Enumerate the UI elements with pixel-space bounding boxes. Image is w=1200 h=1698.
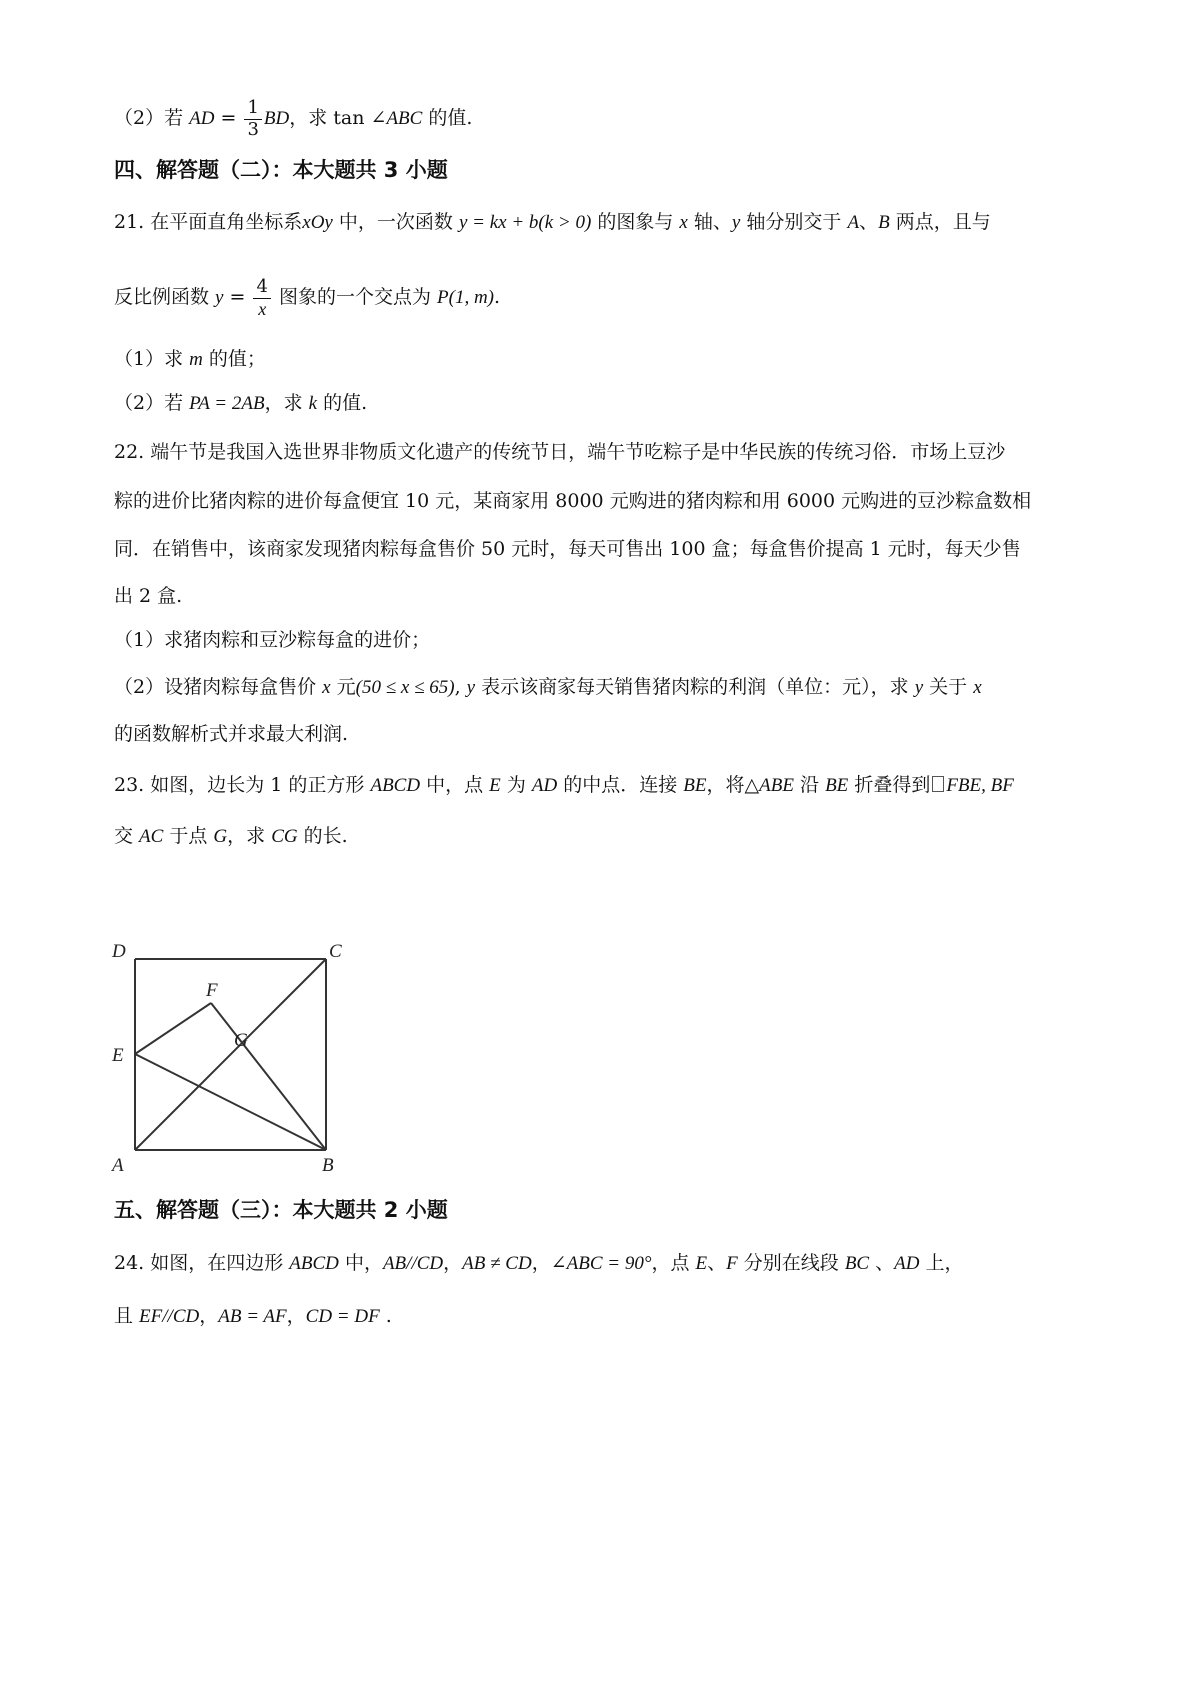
math-ab-parallel-cd: AB//CD [382, 1253, 444, 1274]
q23-text: 中，点 [420, 774, 490, 796]
q21-text: 轴分别交于 [740, 211, 848, 233]
q21-text: 的值. [317, 392, 368, 414]
math-xoy: xOy [302, 212, 333, 233]
math-bc: BC [844, 1253, 870, 1274]
fraction-denominator: x [258, 298, 267, 319]
q22-line2: 粽的进价比猪肉粽的进价每盒便宜 10 元，某商家用 8000 元购进的猪肉粽和用 6000 元购进的豆沙粽盒数相 [114, 490, 1032, 512]
math-g: G [213, 826, 228, 847]
math-abcd: ABCD [370, 775, 421, 796]
q22-text: 表示该商家每天销售猪肉粽的利润（单位：元），求 [475, 676, 915, 698]
missing-glyph-box-icon [932, 776, 944, 792]
q24-text: 上， [919, 1252, 964, 1274]
q23-text: 为 [500, 774, 532, 796]
math-ab-neq-cd: AB ≠ CD [462, 1253, 532, 1274]
math-cg: CG [271, 826, 298, 847]
q22-text: 元 [330, 676, 356, 698]
q24-text: 、 [707, 1252, 727, 1274]
q22-line1: 22. 端午节是我国入选世界非物质文化遗产的传统节日，端午节吃粽子是中华民族的传统习俗．市场上豆沙 [114, 441, 1006, 463]
math-k: k [308, 393, 318, 414]
math-b: B [878, 212, 890, 233]
square-fold-figure [110, 940, 350, 1175]
fraction-denominator: 3 [247, 118, 259, 140]
label-b: B [322, 1155, 334, 1175]
math-m: m [189, 349, 203, 370]
math-x: x [973, 677, 982, 698]
fraction-numerator: 4 [253, 277, 270, 299]
math-ab-eq-af: AB = AF [218, 1306, 287, 1327]
q23-text: ，求 [227, 825, 272, 847]
math-y: y [731, 212, 741, 233]
q24-text: ， [286, 1305, 306, 1327]
segment-fb [211, 1003, 326, 1150]
math-ac: AC [139, 826, 164, 847]
q23-text: ，将△ [706, 774, 760, 796]
math-y: y [914, 677, 924, 698]
q20-part2 [114, 98, 472, 140]
math-be: BE [683, 775, 707, 796]
q20-part2-suffix: 的值. [422, 107, 473, 130]
math-fbe-bf: FBE, BF [946, 775, 1014, 796]
section-heading-5: 五、解答题（三）：本大题共 2 小题 [114, 1198, 448, 1222]
q21-text: 的图象与 [591, 211, 680, 233]
math-a: A [847, 212, 860, 233]
q21-text: 21. 在平面直角坐标系 [114, 211, 303, 233]
segment-ef [135, 1003, 211, 1054]
math-cd-eq-df: CD = DF [305, 1306, 380, 1327]
q23-text: 的中点．连接 [557, 774, 684, 796]
math-y: y [215, 287, 224, 309]
label-f: F [206, 980, 218, 1001]
q23-text: 23. 如图，边长为 1 的正方形 [114, 774, 371, 796]
q21-text: （1）求 [114, 348, 190, 370]
q21-text: 图象的一个交点为 [272, 286, 438, 309]
label-c: C [329, 941, 342, 962]
label-e: E [112, 1045, 124, 1066]
q24-line1 [114, 1248, 964, 1275]
q21-text: 反比例函数 [114, 286, 216, 309]
fraction-one-third [244, 98, 261, 140]
q22-text: （2）设猪肉粽每盒售价 [114, 676, 323, 698]
math-x: x [679, 212, 688, 233]
segment-ac [135, 959, 326, 1150]
math-angle-abc-90: ∠ABC = 90° [550, 1253, 652, 1274]
math-f: F [726, 1253, 738, 1274]
q21-line2 [114, 277, 500, 319]
segment-eb [135, 1054, 326, 1150]
q21-text: 中，一次函数 [332, 211, 459, 233]
q22-part1: （1）求猪肉粽和豆沙粽每盒的进价； [114, 629, 431, 651]
q23-text: 交 [114, 825, 140, 847]
fraction-four-over-x [253, 277, 270, 319]
q21-part1 [114, 344, 266, 371]
math-x: x [322, 677, 331, 698]
label-a: A [112, 1155, 124, 1175]
q24-text: ， [531, 1252, 551, 1274]
math-ef-parallel-cd: EF//CD [139, 1306, 200, 1327]
q20-part2-prefix: （2）若 [114, 107, 184, 130]
q24-text: 中， [338, 1252, 383, 1274]
math-point-p: P(1, m) [437, 287, 495, 309]
q22-text: , [454, 676, 467, 698]
math-angle-abc: ABC [386, 108, 423, 130]
math-ad: AD [531, 775, 558, 796]
math-abe: ABE [759, 775, 794, 796]
q20-part2-mid: ，求 tan ∠ [289, 107, 387, 130]
fraction-numerator: 1 [244, 98, 261, 120]
section-heading-4: 四、解答题（二）：本大题共 3 小题 [114, 158, 448, 182]
q21-text: 轴、 [687, 211, 732, 233]
q22-line3: 同．在销售中，该商家发现猪肉粽每盒售价 50 元时，每天可售出 100 盒；每盒售价提高 1 元时，每天少售 [114, 538, 1021, 560]
q22-part2-line2: 的函数解析式并求最大利润. [114, 723, 349, 745]
q24-text: 且 [114, 1305, 140, 1327]
math-bd: BD [263, 108, 290, 130]
math-abcd: ABCD [289, 1253, 339, 1274]
q24-text: . [379, 1305, 392, 1327]
math-be: BE [825, 775, 849, 796]
math-y: y [466, 677, 476, 698]
q23-text: 的长. [297, 825, 348, 847]
q23-text: 沿 [793, 774, 826, 796]
math-e: E [489, 775, 501, 796]
math-eq: = [223, 286, 252, 309]
math-range: (50 ≤ x ≤ 65) [355, 677, 455, 698]
q22-text: 关于 [923, 676, 974, 698]
q23-line2 [114, 821, 348, 848]
q21-text: 的值； [202, 348, 266, 370]
math-ad: AD [894, 1253, 920, 1274]
q21-part2 [114, 388, 367, 415]
q24-text: 24. 如图，在四边形 [114, 1252, 290, 1274]
q21-text: ，求 [264, 392, 309, 414]
math-pa-2ab: PA = 2AB [189, 393, 265, 414]
q21-text: . [494, 286, 501, 309]
q24-text: ，点 [651, 1252, 696, 1274]
math-condition: (k > 0) [538, 212, 592, 233]
math-e: E [695, 1253, 708, 1274]
q21-text: 两点，且与 [889, 211, 991, 233]
q21-text: 、 [859, 211, 879, 233]
label-d: D [112, 941, 126, 962]
q22-part2 [114, 672, 982, 699]
q24-text: 、 [869, 1252, 895, 1274]
q23-line1 [114, 770, 1014, 797]
q24-text: ， [199, 1305, 219, 1327]
q24-text: 分别在线段 [737, 1252, 845, 1274]
q24-text: ， [443, 1252, 463, 1274]
math-ad: AD [189, 108, 215, 130]
q24-line2 [114, 1301, 392, 1328]
math-eq: = [214, 107, 243, 130]
label-g: G [234, 1030, 248, 1051]
q21-text: （2）若 [114, 392, 190, 414]
math-linear-function: y = kx + b [458, 212, 539, 233]
q23-text: 于点 [163, 825, 214, 847]
q21-line1 [114, 207, 991, 234]
q23-text: 折叠得到 [848, 774, 931, 796]
q22-line4: 出 2 盒. [114, 585, 183, 607]
